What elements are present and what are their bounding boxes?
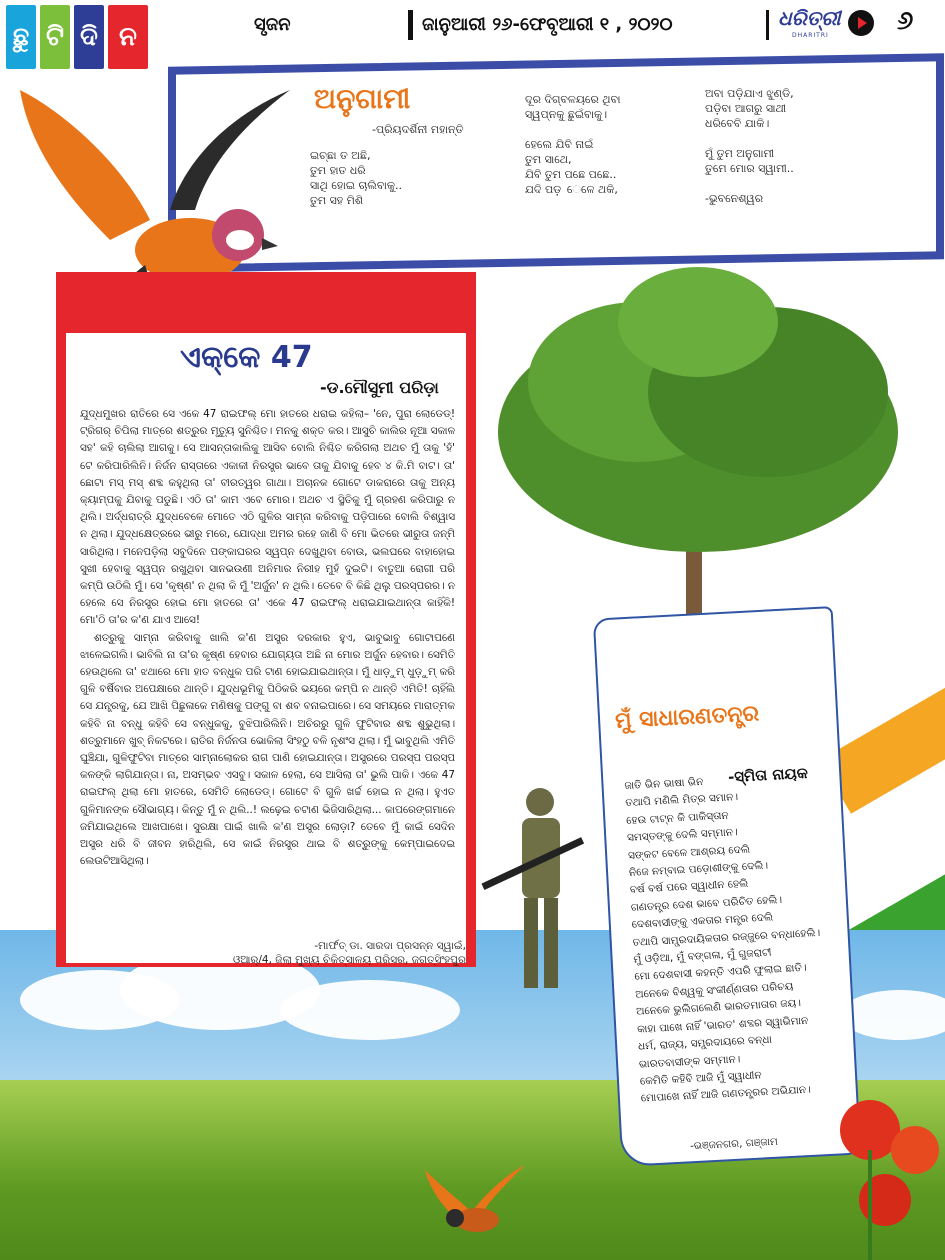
bird-illustration (0, 70, 300, 290)
poem-line: ଅନେକେ ଭୁଲିଗଲେଣି ଭାରତମାତାର ଜୟ। (635, 997, 802, 1018)
poem-line: କାହା ପାଖେ ନାହିଁ 'ଭାରତ' ଶବ୍ଦର ସ୍ୱାଭିମାନ (636, 1014, 809, 1036)
story-signature: -ମାର୍ଫତ୍ ଡା. ସାରଦା ପ୍ରସନ୍ନ ସ୍ୱାଇଁ, (314, 940, 466, 952)
poem-line: ତୁମେ ମୋର ସ୍ୱାମୀ.. (705, 162, 794, 175)
poem-card-author: -ସ୍ମିତା ନାୟକ (727, 763, 809, 787)
poem-line: ତୁମ ସହ ମିଶି (310, 194, 364, 207)
header-divider (408, 10, 413, 40)
poem-line: ଜାତି ଭିନ ଭାଷା ଭିନ (624, 775, 704, 792)
poem-column-2 (525, 92, 621, 197)
page-number: ୬ (897, 6, 914, 36)
poem-line: ହେଲେ ଯିବି ନାଇଁ (525, 138, 594, 151)
poem-line: ତୁମ ସାଥେ, (525, 153, 572, 166)
poem-line: ଯିବି ତୁମ ପଛେ ପଛେ.. (525, 168, 617, 181)
story-paragraph: ଶତ୍ରୁକୁ ସାମ୍ନା କରିବାକୁ ଖାଲି କ'ଣ ଅସ୍ତ୍ର ଦରକାର ହୁଏ, ଭାବୁଭାବୁ ଗୋଟାପଣେ ଝାଳେଇଗଲି। ଭାବିଲି ନା ତା'ର କୃଷ୍ଣ ହେବାର ଯୋଗ୍ୟତା ଅଛି ନା ମୋର ଅର୍ଜୁନ ହେବାର। ସେମିତି ହେଉଥିଲେ ତା' ଝଥାରେ ମୋ ହାତ ବନ୍ଧୁକ ପରି ଟାଣ ହୋଇଯାଇଥାନ୍ତା। ମୁଁ ଧାଡ଼ୁମ୍ ଧୁଡ଼ୁମ୍ କରି ଗୁଳି ବର୍ଷିବାର ଅପେକ୍ଷାରେ ଥାନ୍ତି। ଯୁଦ୍ଧଭୂମିକୁ ପିଠିକରି ଭୟରେ କମ୍ପି ନ ଥାନ୍ତି ଏମିତି! ଚାହିଁଲି ସେ ଯନ୍ତ୍ରକୁ, ଯେ ଆଖି ପିଛୁଳାକେ ମଣିଷକୁ ପଙ୍ଗୁ ବା ଶବ ବନାଇପାରେ। ସେ ସମୟରେ ମାରାତ୍ମକ କହିବି ନା ବନ୍ଧୁ କହିବି ସେ ବନ୍ଧୁକକୁ, ବୁଝିପାରିଲିନି। ଅଚିରରୁ ଗୁଳି ଫୁଟିବାର ଶବ୍ଦ ଶୁଭୁଥିଲା। ଶତ୍ରୁମାନେ ଖୁବ୍ ନିକଟରେ। ରାତିର ନିର୍ଜନତା ଭୋକିଲା ସିଂହଠୁ ବଳି ନୃଶଂସ ଥିଲା। ମୁଁ ଭାବୁଥିଲି ଏମିତି ଘୁଞ୍ଚିଯା, ଗୁଳିଫୁଟିବା ମାତ୍ରେ ସାମ୍ନାଲୋକର ରାଗ ପାଣି ହୋଇଯାନ୍ତା। ଅସ୍ତ୍ରରେ ପରସ୍ପ ପରସ୍ପ କଳଙ୍କି ଲାଗିଯାନ୍ତା। ନା, ଅସମ୍ଭବ ଏସବୁ। ସକାଳ ହେଲା, ସେ ଆସିଲା ତା' ଭୁଲି ପାକି। ଏକେ 47 ରାଇଫଲ୍ ଥିଲା ମୋ ହାତରେ, ସେମିତି ଲୋଡେଡ୍। ଗୋଟେ ବି ଗୁଳି ଖର୍ଚ୍ଚ ହୋଇ ନ ଥିଲା। ହୁଏତ ଗୁଳିମାନଙ୍କ ସୌଭାଗ୍ୟ। କିନ୍ତୁ ମୁଁ ନ ଥିଲି..! ଲଢ଼େଇ ଚଟାଣ ଭିଜିସାରିଥିଲା... କାପରେଙ୍ଗମାନେ ଜମିଯାଇଥିଲେ ଆଖପାଖେ। ସୁରକ୍ଷା ପାଇଁ ଖାଲି କ'ଣ ଅସ୍ତ୍ର ଲୋଡ଼ା? ତେବେ ମୁଁ କାଇଁ ସେଦିନ ଅସ୍ତ୍ର ଧରି ବି ଜୀବନ ହାରିଥିଲି, ସେ କାଇଁ ନିରସ୍ତ୍ର ଥାଇ ବି ଶତ୍ରୁଙ୍କୁ କେମ୍ପାଇଦେଇ ଲେଉଟିଆସିଥିଲା। (80, 631, 455, 868)
poem-line: ତୁମ ହାତ ଧରି (310, 164, 366, 177)
poem-title: ଅନୁଗାମୀ (314, 82, 411, 115)
logo-letter-1: ଛୁ (6, 5, 36, 69)
poem-line: ଇଚ୍ଛା ତ ଅଛି, (310, 149, 371, 162)
poem-line: ତଥାପି ମଣିଲି ମିତ୍ର ସମାନ। (625, 791, 739, 810)
poem-card-signature: -ଭଞ୍ଜନଗର, ଗଞ୍ଜାମ (689, 1135, 779, 1153)
poem-line: ମୋ ଦେଶବାସୀ କହନ୍ତି ଏପରି ଫୁଲାଇ ଛାତି। (634, 962, 807, 984)
brand-logo: ଧରିତ୍ରୀ (778, 6, 841, 30)
section-label: ସୃଜନ (254, 14, 291, 35)
story-body (80, 406, 455, 870)
poem-line: ଭାରତବାସୀଙ୍କ ସମ୍ମାନ। (638, 1052, 741, 1071)
poem-line: ଧର୍ମ, ରାଜ୍ୟ, ସମ୍ପ୍ରଦାୟରେ ବନ୍ଧା (637, 1033, 773, 1053)
poem-line: ପଡ଼ିବା ଆଗରୁ ସାଥୀ (705, 102, 787, 115)
logo-letter-4: ନ (108, 5, 148, 69)
poem-line: ମୁଁ ଓଡ଼ିଆ, ମୁଁ ବଙ୍ଗଳା, ମୁଁ ଗୁଜରାଟୀ (633, 946, 772, 966)
small-bird-illustration (415, 1160, 535, 1240)
poem-line: ଅବା ପଡ଼ିଯାଏ ଝୁଣ୍ଡି, (705, 87, 794, 100)
poem-line: ଯଦି ପଡ଼ େଳେ ଥକି, (525, 183, 618, 196)
poem-card-title: ମୁଁ ସାଧାରଣତନ୍ତ୍ର (614, 701, 760, 734)
poem-line: ଅନେକେ ବିଶ୍ୱକୁ ସଂକୀର୍ଣ୍ଣତାର ପରିଚୟ (635, 980, 794, 1001)
flower-illustration (830, 1090, 945, 1260)
poem-line: ମୁଁ ତୁମ ଅନୁଗାମୀ (705, 147, 775, 160)
poem-author: -ପ୍ରିୟଦର୍ଶିନୀ ମହାନ୍ତି (372, 123, 464, 136)
brand-sub: DHARITRI (792, 32, 829, 39)
story-address: ଓଆର୍/4, ଜିଲା ମୁଖ୍ୟ ଚିକିତ୍ସାଳୟ ପରିସର, ଜଗତ୍‌ସିଂହପୁର (233, 954, 466, 966)
story-paragraph: ଯୁଦ୍ଧମୁଖର ରାତିରେ ସେ ଏକେ 47 ରାଇଫଲ୍ ମୋ ହାତରେ ଧରାଇ କହିଲା– 'ନେ, ପୁରା ଲୋଡେଡ୍! ଟ୍ରିଗର୍ ଚିପିଲା ମାତ୍ରେ ଶତ୍ରୁର ମୃତ୍ୟୁ ସୁନିଶ୍ଚିତ। ମନକୁ ଶକ୍ତ କର। ଆସୁଚି କାଲିର ନୂଆ ସକାଳ ସହ' କହି ଚାଲିଲା ଆଗକୁ। ସେ ଆସନ୍ତାକାଲିକୁ ଆସିବ ବୋଲି ନିଶ୍ଚିତ କରିଗଲା ଅଥଚ ମୁଁ ତାକୁ 'ହଁ' ଟେ କରିପାରିଲିନି। ନିର୍ଜନ ରାସ୍ତାରେ ଏକାକୀ ନିରସ୍ତ୍ର ଭାବେ ତାକୁ ଯିବାକୁ ହେବ ୪ କି.ମି ବାଟ। ତା' ଛୋଟା ମସ୍ ମସ୍ ଶବ୍ଦ କହୁଥିଲା ତା' ବୀରତ୍ୱର ଗାଥା। ଅଚାନକ ଗୋଟେ ଡାକରାରେ ତାକୁ ଅନ୍ୟ କ୍ୟାମ୍ପକୁ ଯିବାକୁ ପଡୁଛି। ଏଠି ତା' କାମ ଏବେ ମୋର। ଅଥଚ ଏ ସ୍ଥିତିକୁ ମୁଁ ଗ୍ରହଣ କରିପାରୁ ନ ଥିଲି। ଅର୍ଦ୍ଧରାତ୍ରି ଯୁଦ୍ଧବେଳେ ମୋତେ ଏଠି ଗୁଳିର ସାମ୍ନା କରିବାକୁ ପଡ଼ିପାରେ ବୋଲି ବିଶ୍ୱାସ ନ ଥିଲା। ଯୁଦ୍ଧକ୍ଷେତ୍ରରେ ଭୀରୁ ମରେ, ଯୋଦ୍ଧା ଅମର ରହେ ଜାଣି ବି ମୋ ଭିତରେ ଭୀରୁତା ଜନ୍ମି ସାରିଥିଲା। ମନେପଡ଼ିଲା ସବୁଦିନେ ପଙ୍କାଘରର ସ୍ୱପ୍ନ ଦେଖୁଥିବା ବୋଉ, ଭଲଘରେ ବାହାହୋଇ ସୁଖୀ ହେବାକୁ ସ୍ୱପ୍ନ ରଖୁଥିବା ସାନଭଉଣୀ ଅନିମାର ନିରୀହ ମୁହଁ ଦୁଇଟି। ବାତୁଆ ରୋଗୀ ପରି କମ୍ପି ଉଠିଲି ମୁଁ। ସେ 'କୃଷ୍ଣ' ନ ଥିଲା କି ମୁଁ 'ଅର୍ଜୁନ' ନ ଥିଲି। ତେବେ ବି କିଛି ଥିଲୁ ପରସ୍ପରର। ନ ହେଲେ ସେ ନିରସ୍ତ୍ର ହୋଇ ମୋ ହାତରେ ତା' ଏକେ 47 ରାଇଫଲ୍ ଧରାଇଯାଇଥାନ୍ତା କାହିଁକି! ମୋ'ଠି ତା'ର କ'ଣ ଯାଏ ଆସେ! (80, 408, 455, 627)
poem-line: ମୋପାଖେ ନାହିଁ ଆଜି ଗଣତନ୍ତ୍ରର ଅଭିଯାନ। (640, 1083, 812, 1105)
poem-line: ନିଜେ ନମ୍ବାଇ ପଡ଼ୋଶୀଙ୍କୁ ଦେଲି। (628, 859, 769, 879)
poem-line: ସାଥି ହୋଇ ଚାଲିବାକୁ.. (310, 179, 402, 192)
logo-letter-3: ଦି (74, 5, 104, 69)
poem-column-1 (310, 148, 402, 208)
poem-card-body (624, 767, 851, 1108)
poem-line: ଧରିବେବି ଯାକି। (705, 117, 770, 130)
poem-line: ଦୂର ଦିଗ୍‌ବଳୟରେ ଥିବା (525, 93, 621, 106)
poem-column-3 (705, 86, 794, 206)
poem-line: ବର୍ଷ ବର୍ଷ ପରେ ସ୍ୱାଧୀନ ହେଲି (629, 878, 749, 897)
poem-line: ହେଉ ଟାଟ୍ନ କି ପାକିସ୍ତାନ (625, 809, 729, 827)
poem-line: ଦେଶବାସୀଙ୍କୁ ଏକତାର ମନ୍ତ୍ର ଦେଲି (631, 911, 774, 932)
soldier-illustration (478, 780, 588, 1010)
poem-line: ସ୍ୱପ୍ନକୁ ଛୁଇଁବାକୁ। (525, 108, 608, 121)
issue-date: ଜାନୁଆରୀ ୨୬-ଫେବୃଆରୀ ୧ , ୨୦୨୦ (422, 14, 673, 35)
poem-line: ସଙ୍କଟ ବେଳେ ଆଶ୍ରୟ ଦେଲି (627, 843, 751, 862)
tree-illustration (478, 262, 928, 652)
poem-line: ଗଣତନ୍ତ୍ର ଦେଶ ଭାବେ ପରିଚିତ ହେଲି। (630, 893, 783, 914)
poem-line: ତଥାପି ସାମ୍ପ୍ରଦାୟିକତାର ରଜ୍ଜୁରେ ବନ୍ଧାହେଲି। (632, 926, 821, 949)
header-divider (766, 10, 769, 40)
logo-letter-2: ଟି (40, 5, 70, 69)
poem-line (705, 131, 794, 146)
poem-line: କେମିତି କହିବି ଆଜି ମୁଁ ସ୍ୱାଧୀନ (639, 1069, 762, 1088)
poem-line (525, 122, 621, 137)
poem-line: -ଭୁବନେଶ୍ୱର (705, 192, 764, 205)
play-icon (848, 10, 874, 36)
story-author: -ଡ.ମୌସୁମୀ ପରିଡ଼ା (320, 378, 439, 397)
poem-line (705, 176, 794, 191)
poem-line: ସମସ୍ତଙ୍କୁ ଦେଲି ସମ୍ମାନ। (626, 826, 739, 845)
story-title: ଏକ୍କେ 47 (180, 340, 313, 375)
